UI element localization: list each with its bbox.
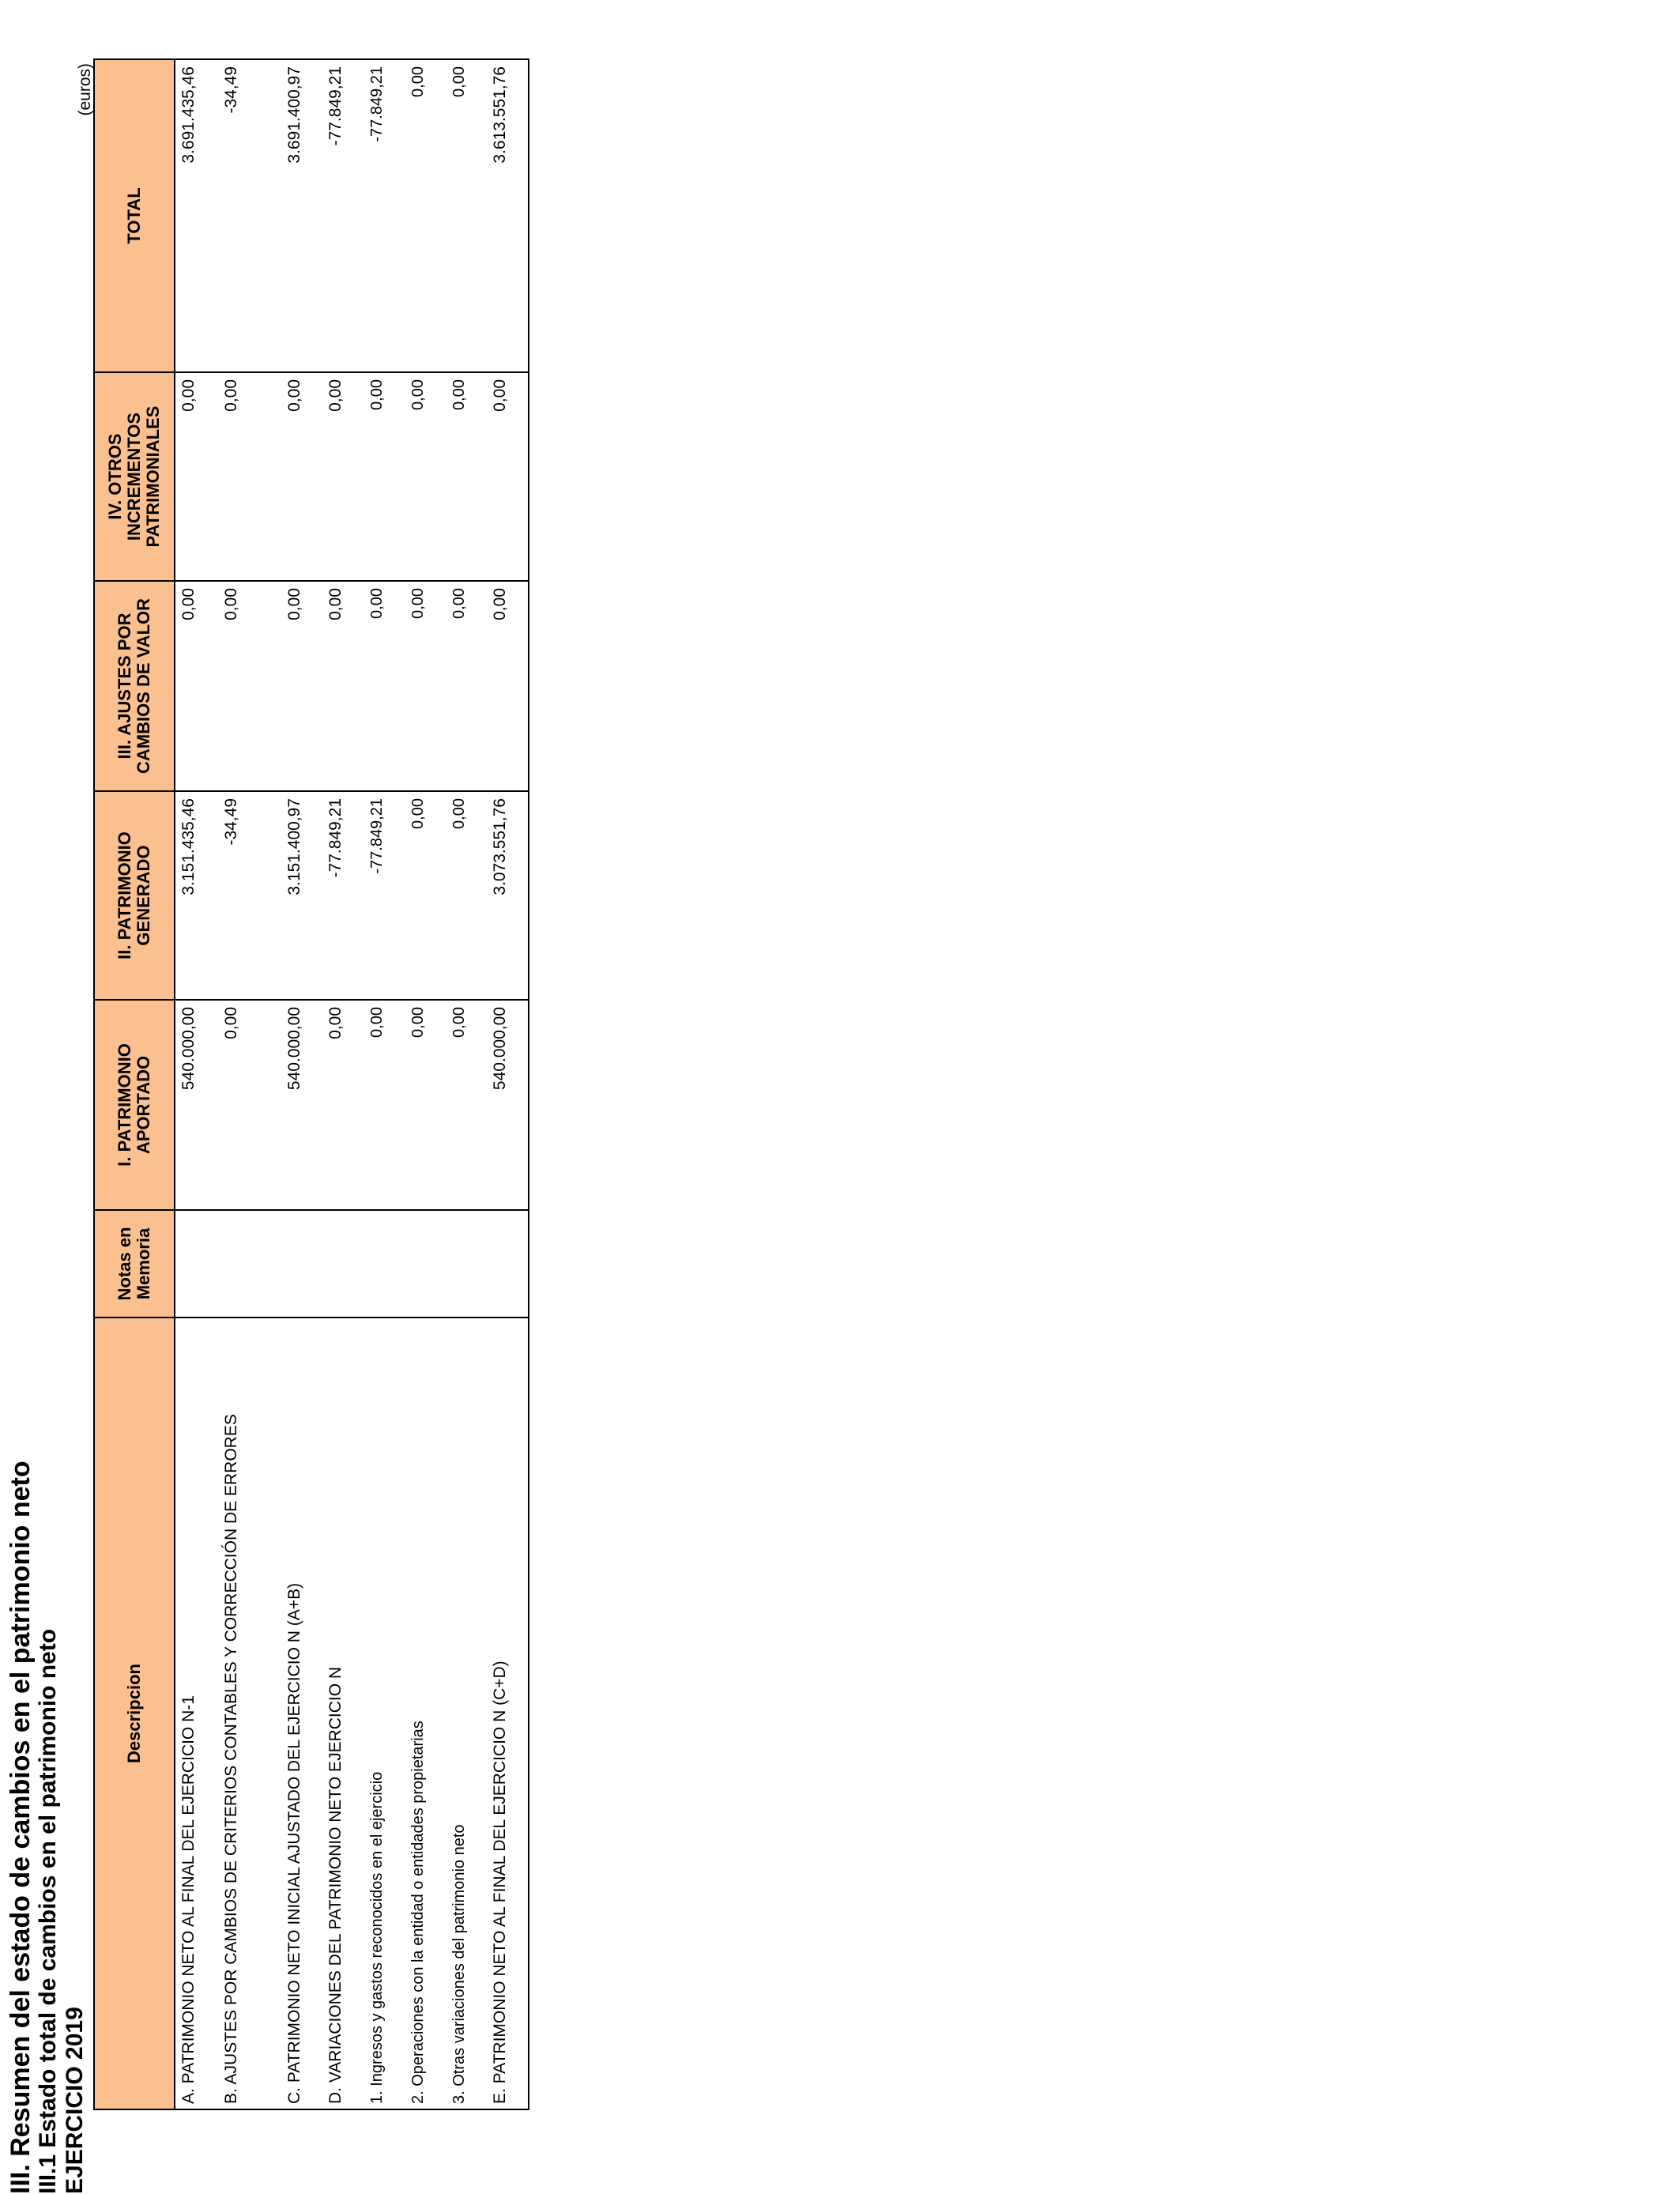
- row-aportado: 0,00: [446, 1000, 487, 1210]
- header-descripcion: Descripcion: [94, 1318, 175, 2109]
- table-row: [446, 59, 487, 2109]
- row-notas: [218, 1210, 281, 1318]
- table-row: [218, 59, 281, 2109]
- row-otros: 0,00: [281, 372, 322, 581]
- table-header-row: [94, 59, 175, 2109]
- row-notas: [175, 1210, 218, 1318]
- row-otros: 0,00: [405, 372, 446, 581]
- document-period: EJERCICIO 2019: [62, 2007, 88, 2194]
- row-ajustes: 0,00: [175, 581, 218, 791]
- row-otros: 0,00: [487, 372, 529, 581]
- row-total: 0,00: [405, 59, 446, 372]
- row-descripcion: 3. Otras variaciones del patrimonio neto: [446, 1318, 487, 2109]
- row-total: 3.691.435,46: [175, 59, 218, 372]
- row-ajustes: 0,00: [363, 581, 405, 791]
- row-notas: [322, 1210, 363, 1318]
- header-notas: Notas en Memoria: [94, 1210, 175, 1318]
- row-total: -34,49: [218, 59, 281, 372]
- row-generado: 0,00: [405, 791, 446, 1000]
- row-ajustes: 0,00: [218, 581, 281, 791]
- row-aportado: 0,00: [218, 1000, 281, 1210]
- row-generado: 3.151.400,97: [281, 791, 322, 1000]
- row-total: 3.613.551,76: [487, 59, 529, 372]
- table-row: [281, 59, 322, 2109]
- document-title: III. Resumen del estado de cambios en el patrimonio neto: [6, 1461, 36, 2194]
- row-generado: 3.151.435,46: [175, 791, 218, 1000]
- table-row: [175, 59, 218, 2109]
- row-aportado: 0,00: [322, 1000, 363, 1210]
- equity-changes-table: [93, 58, 529, 2110]
- table-row: [487, 59, 529, 2109]
- row-notas: [446, 1210, 487, 1318]
- row-notas: [281, 1210, 322, 1318]
- row-descripcion: E. PATRIMONIO NETO AL FINAL DEL EJERCICIO N (C+D): [487, 1318, 529, 2109]
- row-ajustes: 0,00: [405, 581, 446, 791]
- table-row: [405, 59, 446, 2109]
- row-aportado: 0,00: [405, 1000, 446, 1210]
- row-ajustes: 0,00: [281, 581, 322, 791]
- row-descripcion: A. PATRIMONIO NETO AL FINAL DEL EJERCICIO N-1: [175, 1318, 218, 2109]
- row-notas: [363, 1210, 405, 1318]
- header-ajustes-valor: III. AJUSTES POR CAMBIOS DE VALOR: [94, 581, 175, 791]
- row-notas: [487, 1210, 529, 1318]
- row-ajustes: 0,00: [487, 581, 529, 791]
- table-row: [363, 59, 405, 2109]
- row-aportado: 540.000,00: [487, 1000, 529, 1210]
- row-descripcion: 2. Operaciones con la entidad o entidades propietarias: [405, 1318, 446, 2109]
- row-otros: 0,00: [363, 372, 405, 581]
- row-total: -77.849,21: [363, 59, 405, 372]
- row-descripcion: D. VARIACIONES DEL PATRIMONIO NETO EJERCICIO N: [322, 1318, 363, 2109]
- row-aportado: 0,00: [363, 1000, 405, 1210]
- header-patrimonio-generado: II. PATRIMONIO GENERADO: [94, 791, 175, 1000]
- row-otros: 0,00: [322, 372, 363, 581]
- header-otros-incrementos: IV. OTROS INCREMENTOS PATRIMONIALES: [94, 372, 175, 581]
- row-otros: 0,00: [175, 372, 218, 581]
- row-generado: -77.849,21: [363, 791, 405, 1000]
- row-generado: -77.849,21: [322, 791, 363, 1000]
- row-descripcion: 1. Ingresos y gastos reconocidos en el ejercicio: [363, 1318, 405, 2109]
- row-otros: 0,00: [446, 372, 487, 581]
- row-generado: -34,49: [218, 791, 281, 1000]
- document-subtitle: III.1 Estado total de cambios en el patrimonio neto: [35, 1628, 61, 2194]
- row-ajustes: 0,00: [446, 581, 487, 791]
- header-patrimonio-aportado: I. PATRIMONIO APORTADO: [94, 1000, 175, 1210]
- row-aportado: 540.000,00: [175, 1000, 218, 1210]
- row-aportado: 540.000,00: [281, 1000, 322, 1210]
- row-descripcion: C. PATRIMONIO NETO INICIAL AJUSTADO DEL EJERCICIO N (A+B): [281, 1318, 322, 2109]
- table-row: [322, 59, 363, 2109]
- row-notas: [405, 1210, 446, 1318]
- row-generado: 3.073.551,76: [487, 791, 529, 1000]
- row-descripcion: B. AJUSTES POR CAMBIOS DE CRITERIOS CONTABLES Y CORRECCIÓN DE ERRORES: [218, 1318, 281, 2109]
- row-otros: 0,00: [218, 372, 281, 581]
- row-total: 0,00: [446, 59, 487, 372]
- row-total: 3.691.400,97: [281, 59, 322, 372]
- row-ajustes: 0,00: [322, 581, 363, 791]
- header-total: TOTAL: [94, 59, 175, 372]
- row-total: -77.849,21: [322, 59, 363, 372]
- row-generado: 0,00: [446, 791, 487, 1000]
- currency-units: (euros): [76, 63, 94, 116]
